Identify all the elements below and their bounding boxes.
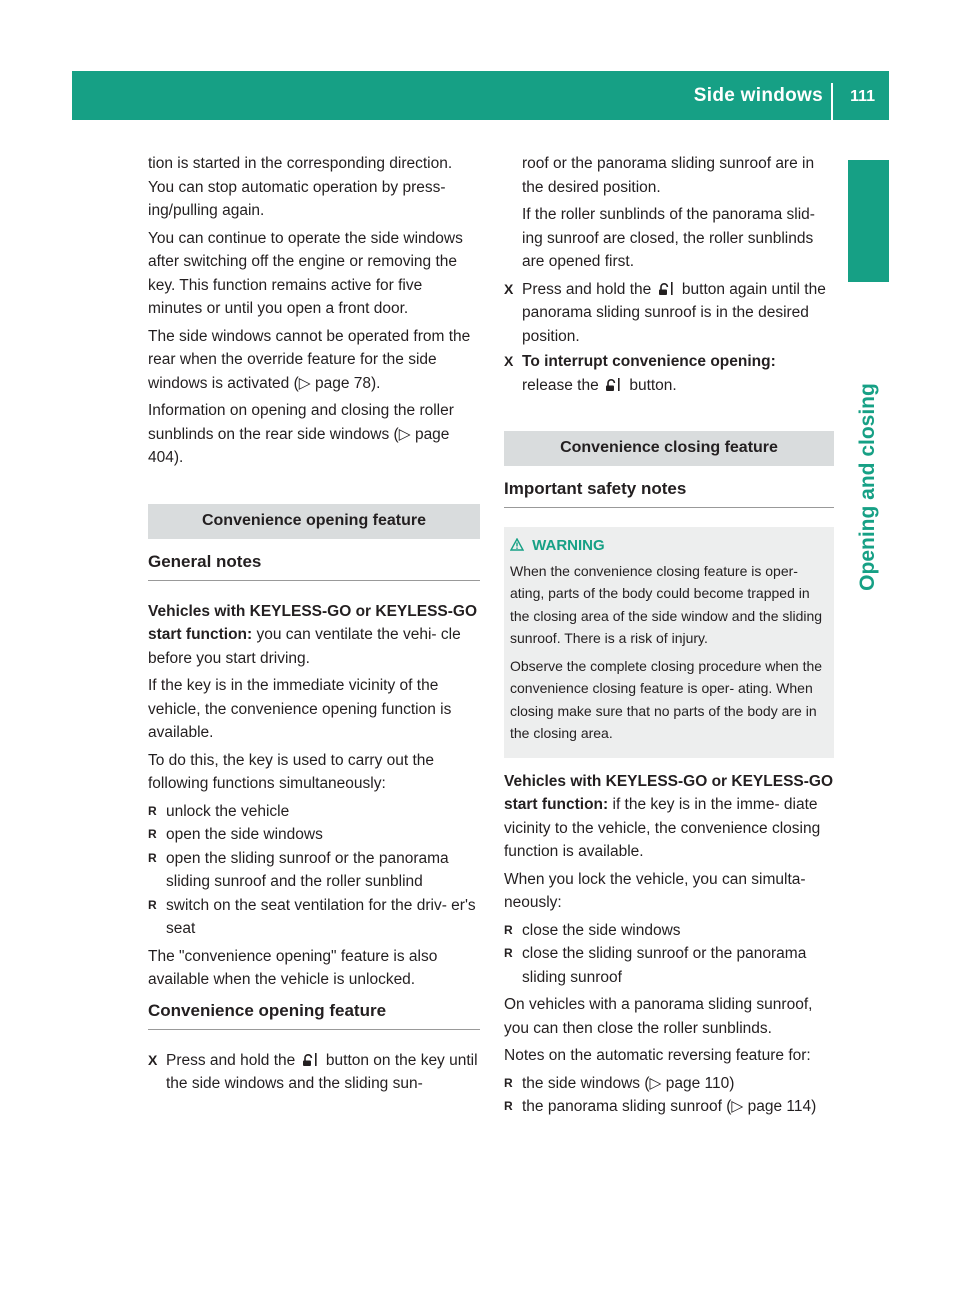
list-item: R the panorama sliding sunroof (▷ page 114) [504, 1095, 834, 1119]
unlock-key-icon [302, 1052, 320, 1067]
warning-text: Observe the complete closing procedure when the convenience closing feature is oper- ating. When closing make sure that no parts of the body are in the closing area. [510, 657, 823, 741]
paragraph: Information on opening and closing the roller sunblinds on the rear side windows (▷ page 404). [148, 402, 454, 466]
list-item: R the side windows (▷ page 110) [504, 1072, 834, 1096]
list-item: R close the side windows [504, 919, 834, 943]
subsection-heading: Important safety notes [504, 478, 834, 508]
instruction-step: X Press and hold the button on the key until the side windows and the sliding sun- [148, 1049, 480, 1096]
chapter-label: Opening and closing [856, 383, 879, 591]
list-item: R open the sliding sunroof or the panorama sliding sunroof and the roller sunblind [148, 847, 480, 894]
bold-lead: Vehicles with KEYLESS-GO or KEYLESS-GO start function: [148, 602, 478, 643]
left-column [148, 152, 480, 1098]
list-item: R unlock the vehicle [148, 800, 480, 824]
section-banner: Convenience opening feature [148, 504, 480, 539]
bold-lead: Vehicles with KEYLESS-GO or KEYLESS-GO start function: [504, 772, 834, 813]
header-bar [72, 71, 889, 120]
paragraph-text: you can ventilate the vehi- cle before you start driving. [148, 626, 461, 667]
instruction-step: X To interrupt convenience opening: release the button. [504, 350, 834, 397]
paragraph: roof or the panorama sliding sunroof are in the desired position. [522, 155, 815, 196]
warning-heading: WARNING [510, 535, 826, 558]
page-number: 111 [850, 88, 875, 105]
paragraph: Notes on the automatic reversing feature for: [504, 1047, 811, 1064]
paragraph: If the roller sunblinds of the panorama slid- ing sunroof are closed, the roller sunblinds are opened first. [522, 206, 815, 270]
list-item: R open the side windows [148, 823, 480, 847]
paragraph: The "convenience opening" feature is also available when the vehicle is unlocked. [148, 947, 438, 988]
paragraph: To do this, the key is used to carry out the following functions simultaneously: [148, 751, 435, 792]
page-title: Side windows [693, 85, 823, 106]
bullet-list [504, 1072, 834, 1119]
paragraph-text: if the key is in the imme- diate vicinity to the vehicle, the convenience closing function is available. [504, 796, 821, 860]
section-banner: Convenience closing feature [504, 431, 834, 466]
subsection-heading: General notes [148, 551, 480, 581]
paragraph: On vehicles with a panorama sliding sunroof, you can then close the roller sunblinds. [504, 996, 813, 1037]
paragraph: tion is started in the corresponding direction. You can stop automatic operation by press- ing/pulling again. [148, 155, 453, 219]
subsection-heading: Convenience opening feature [148, 1000, 480, 1030]
list-item: R switch on the seat ventilation for the driv- er's seat [148, 894, 480, 941]
instruction-step: X Press and hold the button again until the panorama sliding sunroof is in the desired position. [504, 278, 834, 349]
paragraph: When you lock the vehicle, you can simulta- neously: [504, 870, 806, 911]
paragraph [504, 770, 834, 864]
warning-text: When the convenience closing feature is oper- ating, parts of the body could become trapped in the closing area of the side window and the sliding sunroof. There is a risk of injury. [510, 562, 823, 646]
paragraph: You can continue to operate the side windows after switching off the engine or removing the key. This function remains active for five minutes or until you open a front door. [148, 229, 463, 317]
step-marker-icon: X [148, 1051, 158, 1068]
warning-triangle-icon [510, 538, 524, 551]
list-item: R close the sliding sunroof or the panorama sliding sunroof [504, 942, 834, 989]
chapter-tab [848, 160, 889, 282]
paragraph: If the key is in the immediate vicinity of the vehicle, the convenience opening function is available. [148, 677, 452, 741]
step-marker-icon: X [504, 280, 514, 297]
bullet-list [148, 800, 480, 941]
paragraph [148, 600, 480, 671]
right-column [504, 152, 834, 1123]
paragraph: The side windows cannot be operated from the rear when the override feature for the side windows is activated (▷ page 78). [148, 327, 471, 392]
warning-box [504, 527, 834, 758]
unlock-key-icon [658, 281, 676, 296]
unlock-key-icon [605, 377, 623, 392]
bullet-list [504, 919, 834, 990]
step-marker-icon: X [504, 353, 514, 369]
header-divider [831, 83, 833, 120]
